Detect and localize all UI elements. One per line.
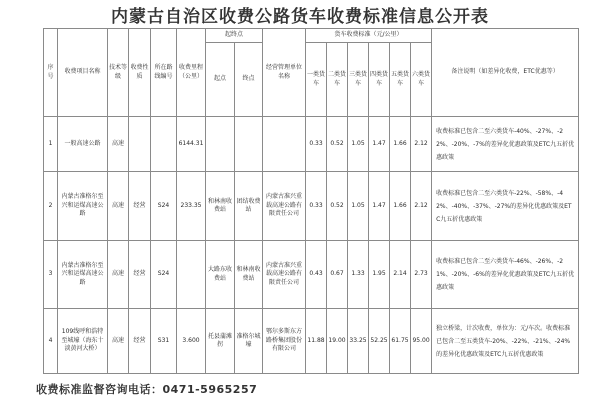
row-tech-grade: 高速 — [108, 117, 129, 172]
supervision-hotline: 收费标准监督咨询电话：0471-5965257 — [36, 383, 258, 396]
row-mileage: 233.35 — [177, 172, 206, 241]
row-rate-class1: 0.43 — [306, 241, 327, 309]
row-remarks: 独立桥梁，计次收费，单位为：元/车次。收费标准已包含二至五类货车-20%、-22%、-21%、-24%的差异化优惠政策及ETC九五折优惠政策 — [432, 309, 579, 374]
row-rate-class5: 61.75 — [390, 309, 411, 374]
row-rate-class1: 0.33 — [306, 172, 327, 241]
row-remarks: 收费标准已包含二至六类货车-40%、-27%、-22%、-20%、-7%的差异化优惠政策及ETC九五折优惠政策 — [432, 117, 579, 172]
row-start — [206, 117, 235, 172]
row-project: 内蒙古准格尔至兴和运煤高速公路 — [58, 172, 108, 241]
row-seq: 4 — [44, 309, 58, 374]
row-project: 内蒙古准格尔至兴和运煤高速公路 — [58, 241, 108, 309]
fee-table — [43, 28, 579, 374]
row-rate-class4: 1.47 — [369, 117, 390, 172]
row-remarks: 收费标准已包含二至六类货车-22%、-58%、-42%、-40%、-37%、-27%的差异化优惠政策及ETC九五折优惠政策 — [432, 172, 579, 241]
header-rate-group: 货车收费标准（元/公里） — [306, 29, 432, 43]
row-rate-class4: 52.25 — [369, 309, 390, 374]
row-rate-class2: 0.52 — [327, 117, 348, 172]
table-row — [44, 309, 579, 374]
row-rate-class5: 1.66 — [390, 117, 411, 172]
row-operator: 内蒙古准兴重载高速公路有限责任公司 — [263, 172, 306, 241]
row-rate-class6: 95.00 — [411, 309, 432, 374]
row-rate-class4: 1.47 — [369, 172, 390, 241]
row-nature: 经营 — [129, 241, 151, 309]
header-tech-grade: 技术等级 — [108, 29, 129, 117]
row-seq: 1 — [44, 117, 58, 172]
row-rate-class2: 19.00 — [327, 309, 348, 374]
header-class6: 六类货车 — [411, 43, 432, 117]
row-seq: 2 — [44, 172, 58, 241]
row-rate-class6: 2.12 — [411, 117, 432, 172]
row-tech-grade: 高速 — [108, 241, 129, 309]
row-road-no: S24 — [151, 172, 177, 241]
row-road-no — [151, 117, 177, 172]
row-start: 大路东收费站 — [206, 241, 235, 309]
row-operator: 内蒙古准兴重载高速公路有限责任公司 — [263, 241, 306, 309]
header-start-end-group: 起终点 — [206, 29, 263, 43]
row-tech-grade: 高速 — [108, 172, 129, 241]
row-rate-class3: 33.25 — [348, 309, 369, 374]
row-rate-class5: 1.66 — [390, 172, 411, 241]
row-rate-class6: 2.73 — [411, 241, 432, 309]
row-end: 准格尔城壕 — [235, 309, 263, 374]
row-seq: 3 — [44, 241, 58, 309]
row-start: 托县蒲滩拐 — [206, 309, 235, 374]
header-class4: 四类货车 — [369, 43, 390, 117]
row-mileage: 3.600 — [177, 309, 206, 374]
row-road-no: S31 — [151, 309, 177, 374]
header-class1: 一类货车 — [306, 43, 327, 117]
header-road-no: 所在路线编号 — [151, 29, 177, 117]
row-remarks: 收费标准已包含二至六类货车-46%、-26%、-21%、-20%、-6%的差异化优惠政策及ETC九五折优惠政策 — [432, 241, 579, 309]
row-rate-class3: 1.05 — [348, 117, 369, 172]
row-nature: 经营 — [129, 172, 151, 241]
header-end: 终点 — [235, 43, 263, 117]
row-project: 一般高速公路 — [58, 117, 108, 172]
header-mileage: 收费里程（公里） — [177, 29, 206, 117]
header-start: 起点 — [206, 43, 235, 117]
table-row — [44, 241, 579, 309]
header-operator: 经营管理单位名称 — [263, 29, 306, 117]
header-class5: 五类货车 — [390, 43, 411, 117]
header-seq: 序号 — [44, 29, 58, 117]
row-operator — [263, 117, 306, 172]
row-road-no: S24 — [151, 241, 177, 309]
header-remarks: 备注说明（如差异化收费，ETC优惠等） — [432, 29, 579, 117]
row-end: 和林南收费站 — [235, 241, 263, 309]
row-project: 109线呼和浩特至城壕（海东十淡黄河大桥） — [58, 309, 108, 374]
row-rate-class5: 2.14 — [390, 241, 411, 309]
row-start: 和林南收费站 — [206, 172, 235, 241]
row-tech-grade: 高速 — [108, 309, 129, 374]
row-mileage — [177, 241, 206, 309]
row-nature: 经营 — [129, 309, 151, 374]
row-rate-class1: 0.33 — [306, 117, 327, 172]
row-rate-class3: 1.33 — [348, 241, 369, 309]
row-end — [235, 117, 263, 172]
row-rate-class2: 0.67 — [327, 241, 348, 309]
row-rate-class2: 0.52 — [327, 172, 348, 241]
row-mileage: 6144.31 — [177, 117, 206, 172]
header-nature: 收费性质 — [129, 29, 151, 117]
header-class3: 三类货车 — [348, 43, 369, 117]
page-title: 内蒙古自治区收费公路货车收费标准信息公开表 — [111, 7, 489, 27]
row-end: 团结收费站 — [235, 172, 263, 241]
row-operator: 鄂尔多斯东方路桥集团股份有限公司 — [263, 309, 306, 374]
row-nature — [129, 117, 151, 172]
header-project: 收费项目名称 — [58, 29, 108, 117]
row-rate-class4: 1.95 — [369, 241, 390, 309]
header-class2: 二类货车 — [327, 43, 348, 117]
row-rate-class6: 2.12 — [411, 172, 432, 241]
row-rate-class1: 11.88 — [306, 309, 327, 374]
header-row-top — [44, 29, 579, 43]
table-row — [44, 172, 579, 241]
table-row — [44, 117, 579, 172]
row-rate-class3: 1.05 — [348, 172, 369, 241]
